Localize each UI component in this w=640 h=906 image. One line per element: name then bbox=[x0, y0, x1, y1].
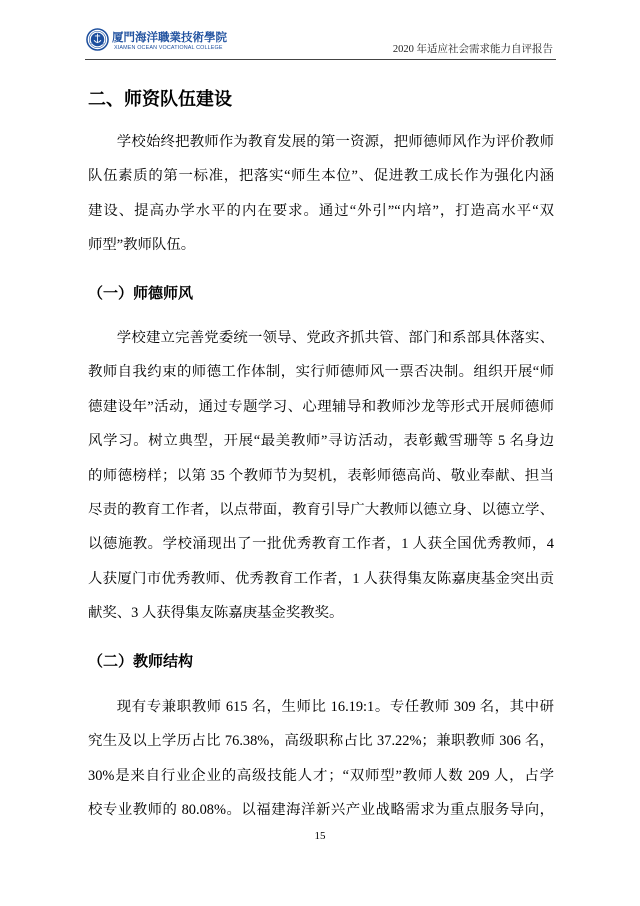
paragraph-line: 教师自我约束的师德工作体制，实行师德师风一票否决制。组织开展“师 bbox=[88, 364, 554, 381]
header-divider bbox=[85, 59, 556, 60]
school-name-chinese: 厦門海洋職業技術學院 bbox=[112, 32, 227, 44]
section-heading: 二、师资队伍建设 bbox=[88, 89, 232, 109]
paragraph-line: 建设、提高办学水平的内在要求。通过“外引”“内培”，打造高水平“双 bbox=[88, 202, 554, 219]
subsection-heading-ethics: （一）师德师风 bbox=[88, 286, 194, 302]
paragraph-line: 人获厦门市优秀教师、优秀教育工作者，1 人获得集友陈嘉庚基金突出贡 bbox=[88, 570, 554, 587]
paragraph-line: 师型”教师队伍。 bbox=[88, 237, 196, 254]
paragraph-line: 献奖、3 人获得集友陈嘉庚基金奖教奖。 bbox=[88, 605, 344, 622]
college-logo-icon bbox=[86, 28, 109, 51]
report-title: 2020 年适应社会需求能力自评报告 bbox=[392, 44, 553, 55]
paragraph-line: 30%是来自行业企业的高级技能人才；“双师型”教师人数 209 人，占学 bbox=[88, 767, 554, 784]
paragraph-line: 究生及以上学历占比 76.38%，高级职称占比 37.22%；兼职教师 306 名， bbox=[88, 733, 554, 750]
intro-paragraph bbox=[88, 125, 554, 263]
subsection-heading-structure: （二）教师结构 bbox=[88, 654, 194, 670]
structure-paragraph bbox=[88, 690, 554, 828]
paragraph-line: 德建设年”活动，通过专题学习、心理辅导和教师沙龙等形式开展师德师 bbox=[88, 398, 554, 415]
paragraph-line: 风学习。树立典型，开展“最美教师”寻访活动，表彰戴雪珊等 5 名身边 bbox=[88, 433, 554, 450]
college-emblem-icon bbox=[86, 28, 109, 51]
paragraph-line: 队伍素质的第一标准，把落实“师生本位”、促进教工成长作为强化内涵 bbox=[88, 168, 554, 185]
school-name-english: XIAMEN OCEAN VOCATIONAL COLLEGE bbox=[114, 45, 223, 51]
paragraph-line: 学校始终把教师作为教育发展的第一资源，把师德师风作为评价教师 bbox=[116, 134, 554, 150]
paragraph-line: 现有专兼职教师 615 名，生师比 16.19:1。专任教师 309 名，其中研 bbox=[116, 699, 554, 715]
paragraph-line: 的师德榜样；以第 35 个教师节为契机，表彰师德高尚、敬业奉献、担当 bbox=[88, 467, 554, 484]
page-number: 15 bbox=[314, 830, 326, 842]
ethics-paragraph bbox=[88, 321, 554, 631]
paragraph-line: 以德施教。学校涌现出了一批优秀教育工作者，1 人获全国优秀教师，4 bbox=[88, 536, 554, 553]
paragraph-line: 学校建立完善党委统一领导、党政齐抓共管、部门和系部具体落实、 bbox=[116, 330, 554, 346]
paragraph-line: 尽责的教育工作者，以点带面，教育引导广大教师以德立身、以德立学、 bbox=[88, 501, 554, 518]
paragraph-line: 校专业教师的 80.08%。以福建海洋新兴产业战略需求为重点服务导向， bbox=[88, 802, 554, 819]
